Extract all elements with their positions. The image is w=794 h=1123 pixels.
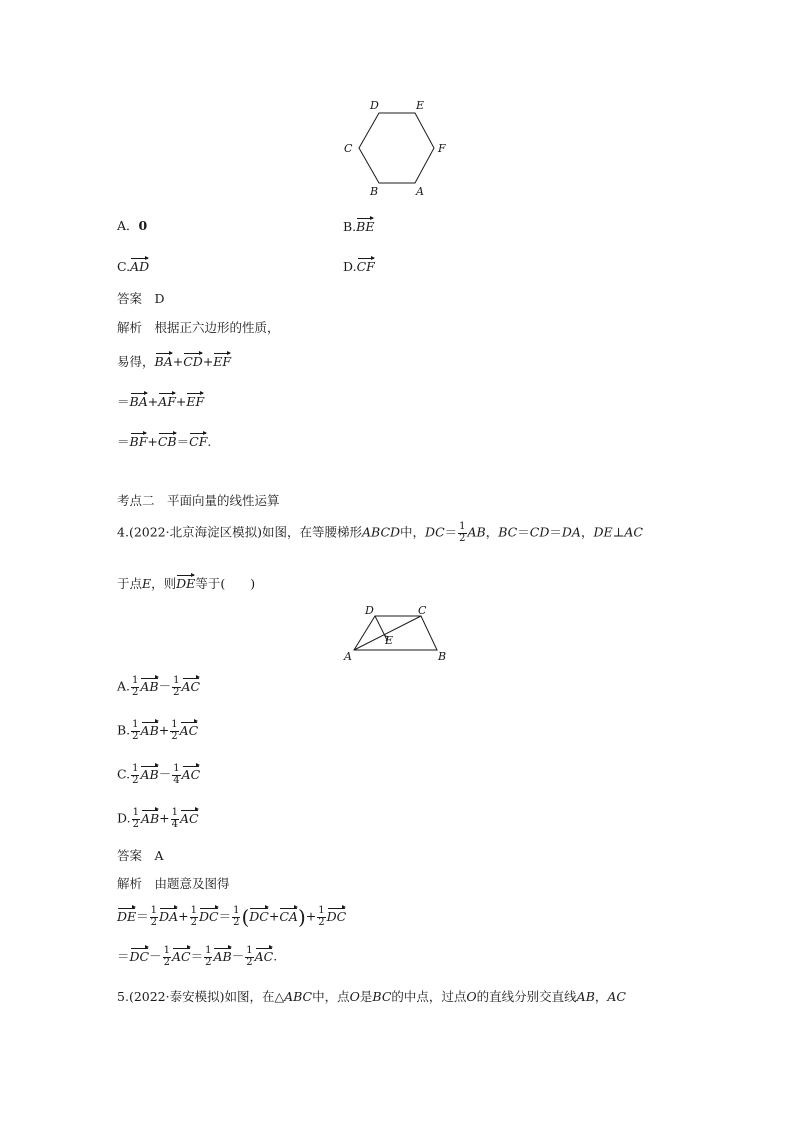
- hex-label-f: F: [438, 142, 446, 155]
- hex-label-e: E: [416, 99, 425, 112]
- trap-label-b: B: [438, 650, 447, 663]
- trap-label-a: A: [344, 650, 352, 663]
- q3-option-c: C.AD: [117, 259, 150, 274]
- trap-label-e: E: [385, 634, 394, 647]
- q3-analysis-line3: ＝BF+CB＝CF.: [117, 434, 212, 449]
- q4-option-d: D. $\frac{1}{2}$ AB+ $\frac{1}{4}$ AC: [117, 807, 199, 830]
- q3-option-b: B.BE: [343, 219, 375, 234]
- q4-answer: 答案 A: [117, 848, 164, 863]
- q3-option-a: A．0: [117, 218, 148, 233]
- q4-option-c: C. $\frac{1}{2}$ AB－ $\frac{1}{4}$ AC: [117, 763, 201, 786]
- q4-option-b: B. $\frac{1}{2}$ AB+ $\frac{1}{2}$ AC: [117, 719, 199, 742]
- q4-stem-line1: 4.(2022·北京海淀区模拟)如图，在等腰梯形ABCD中，DC＝ $\frac{1}{2}$ AB，BC＝CD＝DA，DE⊥AC: [117, 521, 643, 544]
- hex-label-a: A: [416, 185, 424, 198]
- trap-label-c: C: [418, 604, 427, 617]
- q3-answer: 答案 D: [117, 291, 165, 306]
- q3-option-d: D.CF: [343, 259, 375, 274]
- q4-option-a: A. $\frac{1}{2}$ AB－ $\frac{1}{2}$ AC: [117, 675, 201, 698]
- q4-analysis-head: 解析 由题意及图得: [117, 876, 230, 891]
- hex-label-d: D: [370, 99, 379, 112]
- section-title: 考点二 平面向量的线性运算: [117, 493, 280, 508]
- trap-label-d: D: [365, 604, 374, 617]
- hexagon-figure: [330, 95, 460, 200]
- q3-analysis-line1: 易得，BA+CD+EF: [117, 354, 232, 369]
- trapezoid-figure: [340, 600, 455, 665]
- q4-stem-line2: 于点E，则DE等于( ): [117, 576, 256, 591]
- hexagon-shape: [359, 113, 434, 183]
- hex-label-c: C: [344, 142, 353, 155]
- q4-analysis-line1: DE＝ $\frac{1}{2}$ DA+ $\frac{1}{2}$ DC＝ $\frac{1}{2}$ (DC+CA)+ $\frac{1}{2}$ DC: [117, 905, 347, 929]
- hex-label-b: B: [370, 185, 379, 198]
- trapezoid-shape: [354, 616, 437, 650]
- q3-analysis-line2: ＝BA+AF+EF: [117, 394, 205, 409]
- q5-stem-line1: 5.(2022·泰安模拟)如图，在△ABC中，点O是BC的中点，过点O的直线分别交直线AB，AC: [117, 989, 626, 1004]
- q4-analysis-line2: ＝DC－ $\frac{1}{2}$ AC＝ $\frac{1}{2}$ AB－ $\frac{1}{2}$ AC.: [117, 945, 278, 968]
- q3-analysis-head: 解析 根据正六边形的性质，: [117, 320, 280, 335]
